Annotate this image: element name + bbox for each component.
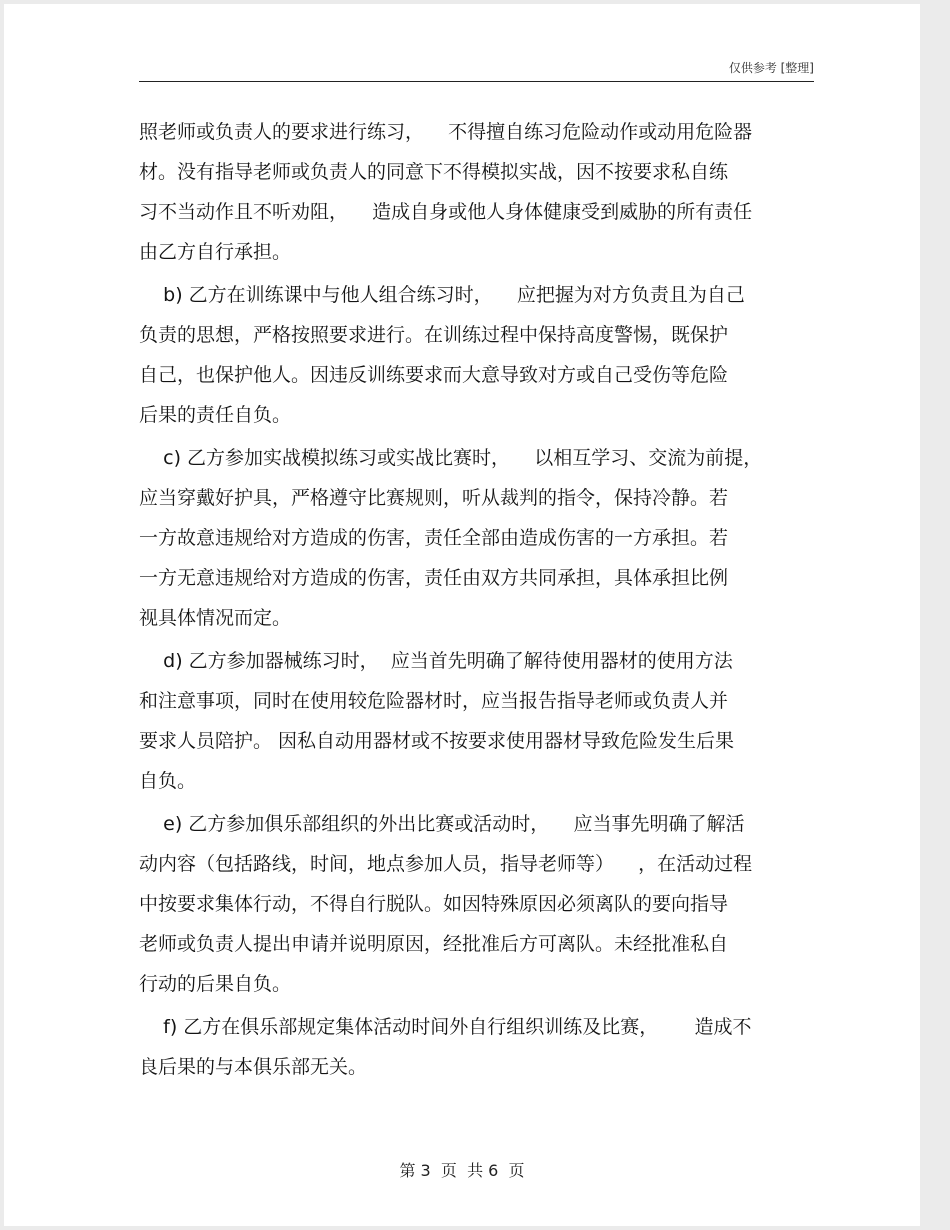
text-line: 由乙方自行承担。 — [139, 241, 292, 263]
text-line: 一方无意违规给对方造成的伤害，责任由双方共同承担，具体承担比例 — [139, 567, 729, 589]
document-body — [139, 112, 819, 1090]
page-footer: 第 3 页 共 6 页 — [399, 1161, 525, 1180]
document-page — [4, 4, 920, 1226]
text-line: 照老师或负责人的要求进行练习， 不得擅自练习危险动作或动用危险器 — [139, 121, 753, 143]
text-line: 自己，也保护他人。因违反训练要求而大意导致对方或自己受伤等危险 — [139, 364, 729, 386]
paragraph — [139, 112, 819, 272]
paragraph — [139, 438, 819, 638]
text-line: c) 乙方参加实战模拟练习或实战比赛时， 以相互学习、交流为前提， — [139, 447, 763, 469]
paragraph — [139, 275, 819, 435]
text-line: 和注意事项，同时在使用较危险器材时，应当报告指导老师或负责人并 — [139, 690, 729, 712]
text-line: 老师或负责人提出申请并说明原因，经批准后方可离队。未经批准私自 — [139, 933, 729, 955]
text-line: 材。没有指导老师或负责人的同意下不得模拟实战，因不按要求私自练 — [139, 161, 729, 183]
page-header — [139, 57, 814, 82]
text-line: 负责的思想，严格按照要求进行。在训练过程中保持高度警惕，既保护 — [139, 324, 729, 346]
text-line: 中按要求集体行动，不得自行脱队。如因特殊原因必须离队的要向指导 — [139, 893, 729, 915]
text-line: 后果的责任自负。 — [139, 404, 292, 426]
text-line: 一方故意违规给对方造成的伤害，责任全部由造成伤害的一方承担。若 — [139, 527, 729, 549]
paragraph — [139, 1007, 819, 1087]
text-line: e) 乙方参加俱乐部组织的外出比赛或活动时， 应当事先明确了解活 — [139, 813, 745, 835]
text-line: 要求人员陪护。 因私自动用器材或不按要求使用器材导致危险发生后果 — [139, 730, 735, 752]
text-line: 良后果的与本俱乐部无关。 — [139, 1056, 368, 1078]
text-line: 行动的后果自负。 — [139, 973, 292, 995]
text-line: 应当穿戴好护具，严格遵守比赛规则，听从裁判的指令，保持冷静。若 — [139, 487, 729, 509]
text-line: 视具体情况而定。 — [139, 607, 292, 629]
text-line: 自负。 — [139, 770, 197, 792]
text-line: d) 乙方参加器械练习时， 应当首先明确了解待使用器材的使用方法 — [139, 650, 733, 672]
paragraph — [139, 641, 819, 801]
header-note: 仅供参考 [整理] — [728, 61, 814, 75]
text-line: 习不当动作且不听劝阻， 造成自身或他人身体健康受到威胁的所有责任 — [139, 201, 753, 223]
text-line: f) 乙方在俱乐部规定集体活动时间外自行组织训练及比赛， 造成不 — [139, 1016, 752, 1038]
paragraph — [139, 804, 819, 1004]
text-line: 动内容（包括路线，时间，地点参加人员，指导老师等） ，在活动过程 — [139, 853, 753, 875]
text-line: b) 乙方在训练课中与他人组合练习时， 应把握为对方负责且为自己 — [139, 284, 745, 306]
